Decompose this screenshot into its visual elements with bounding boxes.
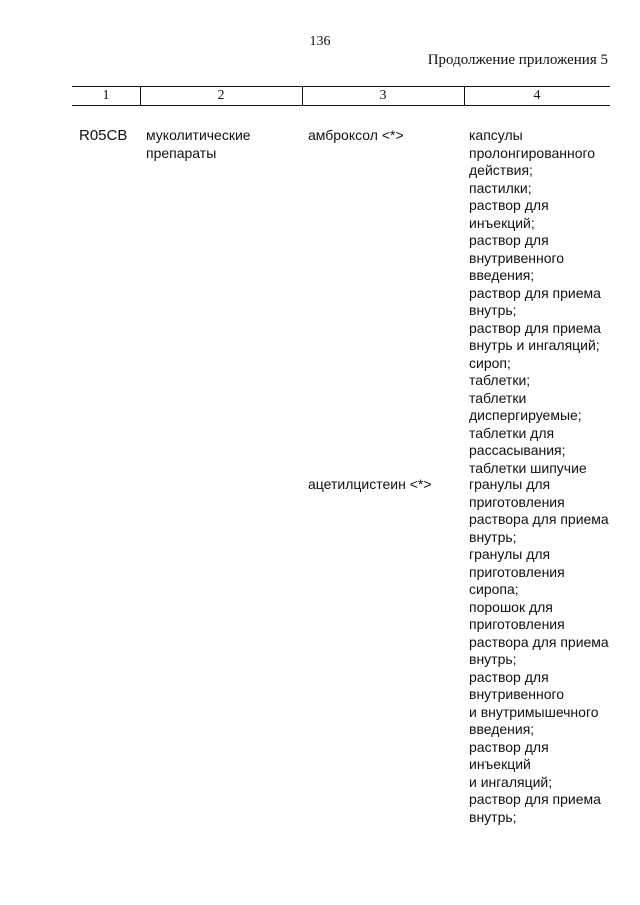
dosage-form-line: сироп; <box>469 354 511 371</box>
column-divider <box>464 87 465 105</box>
group-line: муколитические <box>146 127 251 143</box>
header-col-1: 1 <box>102 88 110 103</box>
dosage-form-line: внутривенного <box>469 249 565 266</box>
dosage-form-line: раствор для <box>469 232 549 248</box>
dosage-form-line: таблетки для <box>469 424 555 441</box>
dosage-forms-list <box>469 127 614 477</box>
dosage-form-line: раствор для <box>469 197 549 213</box>
column-divider <box>302 87 303 105</box>
dosage-form-line: раствор для приема <box>469 319 601 336</box>
dosage-form-line: и ингаляций; <box>469 773 553 790</box>
dosage-form-line: таблетки <box>469 389 527 406</box>
header-col-4: 4 <box>533 88 541 103</box>
dosage-form-line: внутрь; <box>469 651 517 667</box>
dosage-form-line: раствора для приема <box>469 633 609 650</box>
dosage-form-line: диспергируемые; <box>469 407 582 423</box>
header-col-3: 3 <box>379 88 387 103</box>
dosage-form-line: приготовления <box>469 493 565 510</box>
dosage-form-line: внутрь и ингаляций; <box>469 337 600 353</box>
dosage-form-line: раствора для приема <box>469 511 609 527</box>
dosage-form-line: раствор для <box>469 668 549 685</box>
dosage-form-line: пастилки; <box>469 179 532 196</box>
dosage-form-line: приготовления <box>469 616 565 632</box>
dosage-form-line: раствор для приема <box>469 791 601 807</box>
dosage-form-line: пролонгированного <box>469 144 596 161</box>
dosage-form-line: инъекций; <box>469 214 535 231</box>
dosage-form-line: капсулы <box>469 127 523 143</box>
dosage-forms-list <box>469 476 614 826</box>
header-col-2: 2 <box>217 88 225 103</box>
dosage-form-line: рассасывания; <box>469 442 566 458</box>
pharmacological-group <box>146 127 296 162</box>
continuation-caption: Продолжение приложения 5 <box>427 52 608 68</box>
column-divider <box>140 87 141 105</box>
group-line: препараты <box>146 144 217 161</box>
dosage-form-line: раствор для <box>469 738 549 755</box>
dosage-form-line: действия; <box>469 162 533 178</box>
dosage-form-line: сиропа; <box>469 581 519 597</box>
dosage-form-line: порошок для <box>469 598 553 615</box>
dosage-form-line: введения; <box>469 267 535 283</box>
dosage-form-line: введения; <box>469 721 535 737</box>
dosage-form-line: внутрь; <box>469 302 517 318</box>
drug-name: амброксол <*> <box>308 127 404 143</box>
dosage-form-line: внутрь; <box>469 808 517 825</box>
dosage-form-line: таблетки шипучие <box>469 459 587 476</box>
drug-name: ацетилцистеин <*> <box>308 476 432 492</box>
atc-code: R05CB <box>79 127 128 144</box>
dosage-form-line: приготовления <box>469 563 565 580</box>
page-number: 136 <box>309 34 331 49</box>
dosage-form-line: гранулы для <box>469 546 551 562</box>
dosage-form-line: раствор для приема <box>469 284 601 301</box>
dosage-form-line: и внутримышечного <box>469 703 599 720</box>
dosage-form-line: внутривенного <box>469 686 565 702</box>
dosage-form-line: внутрь; <box>469 528 517 545</box>
table-header-row <box>72 86 610 106</box>
dosage-form-line: гранулы для <box>469 476 551 492</box>
dosage-form-line: таблетки; <box>469 372 531 388</box>
dosage-form-line: инъекций <box>469 756 531 772</box>
